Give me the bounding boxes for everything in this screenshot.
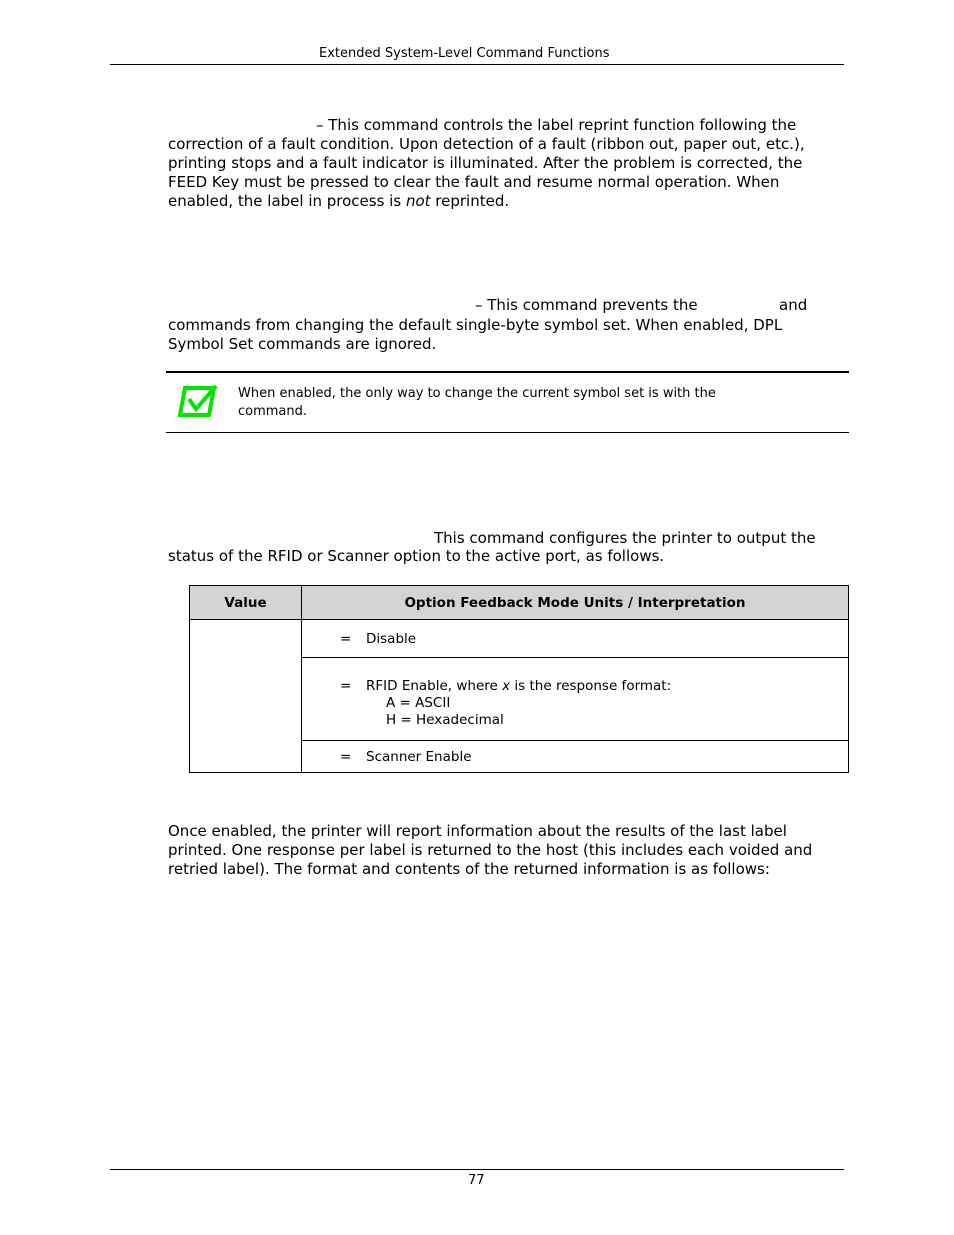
paragraph-line: retried label). The format and contents of the returned information is as follows: bbox=[168, 860, 770, 878]
page-number: 77 bbox=[468, 1173, 485, 1188]
interpretation-cell bbox=[302, 741, 849, 773]
cell-text: Disable bbox=[366, 630, 417, 647]
running-header: Extended System-Level Command Functions bbox=[319, 46, 610, 61]
footer-rule bbox=[110, 1169, 844, 1170]
column-header-value: Value bbox=[190, 586, 302, 620]
table-row bbox=[190, 620, 849, 658]
paragraph-line: This command configures the printer to output the bbox=[434, 529, 816, 547]
equals-sign: = bbox=[340, 748, 352, 765]
cell-text: is the response format: bbox=[510, 677, 672, 694]
paragraph-line: correction of a fault condition. Upon detection of a fault (ribbon out, paper out, etc.), bbox=[168, 135, 805, 153]
paragraph-line: – This command controls the label reprint function following the bbox=[316, 116, 797, 134]
header-rule bbox=[110, 64, 844, 65]
text: reprinted. bbox=[430, 192, 510, 210]
note-line: command. bbox=[238, 404, 308, 419]
paragraph-line: FEED Key must be pressed to clear the fault and resume normal operation. When bbox=[168, 173, 780, 191]
note-bottom-rule bbox=[166, 432, 849, 433]
interpretation-cell bbox=[302, 658, 849, 741]
equals-sign: = bbox=[340, 677, 352, 694]
equals-sign: = bbox=[340, 630, 352, 647]
paragraph-line: and bbox=[779, 296, 808, 314]
note-line: When enabled, the only way to change the current symbol set is with the bbox=[238, 386, 716, 401]
table-header-row bbox=[190, 586, 849, 620]
option-feedback-table bbox=[189, 585, 849, 773]
paragraph-line: printing stops and a fault indicator is illuminated. After the problem is corrected, the bbox=[168, 154, 803, 172]
paragraph-line: commands from changing the default single-byte symbol set. When enabled, DPL bbox=[168, 316, 783, 334]
column-header-interpretation: Option Feedback Mode Units / Interpretation bbox=[302, 586, 849, 620]
paragraph-line: – This command prevents the bbox=[475, 296, 698, 314]
checkmark-note-icon bbox=[178, 385, 220, 417]
paragraph-line: printed. One response per label is returned to the host (this includes each voided and bbox=[168, 841, 813, 859]
emphasis: x bbox=[502, 677, 511, 694]
cell-text: RFID Enable, where bbox=[366, 677, 503, 694]
paragraph-line: Symbol Set commands are ignored. bbox=[168, 335, 437, 353]
paragraph-line: Once enabled, the printer will report information about the results of the last label bbox=[168, 822, 787, 840]
emphasis: not bbox=[405, 192, 431, 210]
cell-subitem: H = Hexadecimal bbox=[386, 711, 504, 728]
value-cell bbox=[190, 620, 302, 773]
paragraph-line bbox=[168, 192, 509, 211]
cell-text: Scanner Enable bbox=[366, 748, 472, 765]
interpretation-cell bbox=[302, 620, 849, 658]
text: enabled, the label in process is bbox=[168, 192, 406, 210]
cell-subitem: A = ASCII bbox=[386, 694, 451, 711]
note-top-rule bbox=[166, 371, 849, 373]
paragraph-line: status of the RFID or Scanner option to the active port, as follows. bbox=[168, 547, 665, 565]
